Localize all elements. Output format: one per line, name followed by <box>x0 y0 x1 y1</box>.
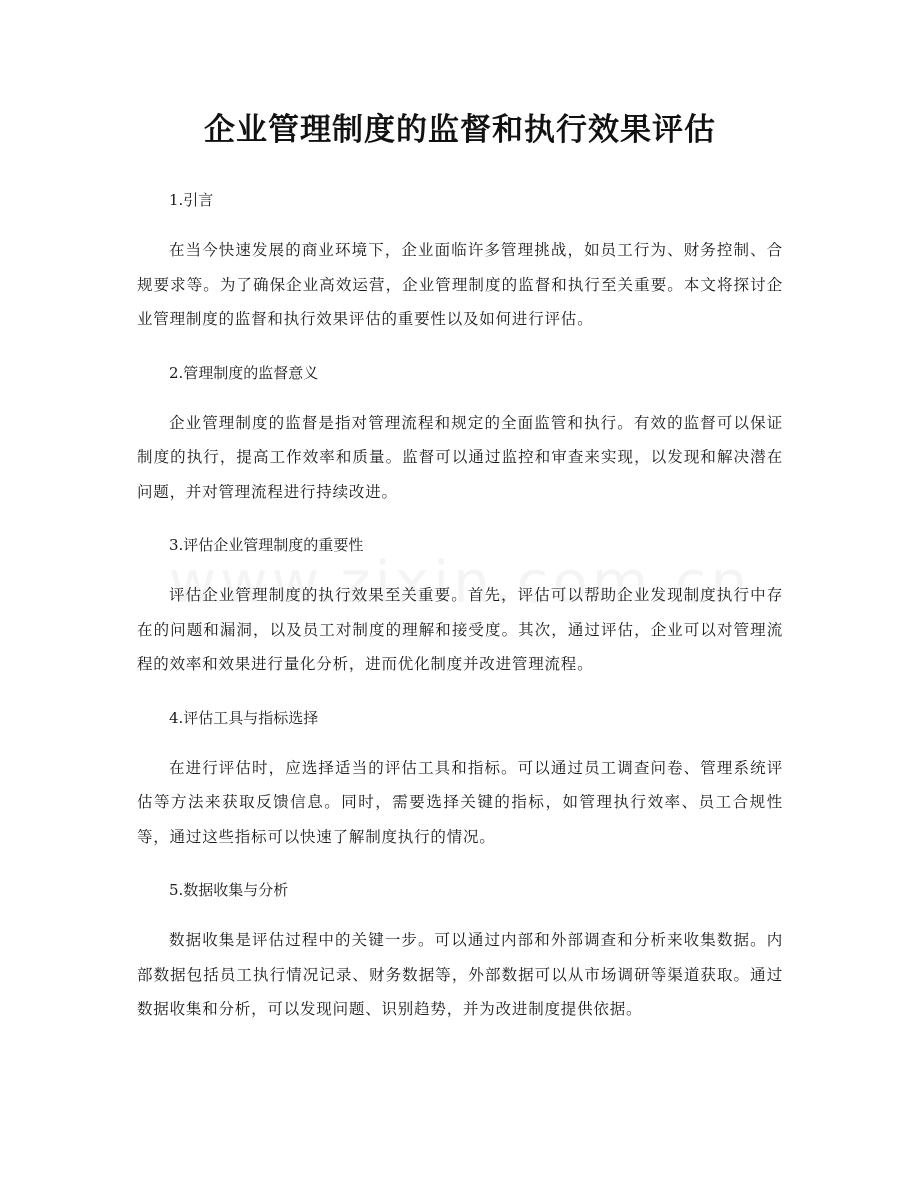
section-heading: 4.评估工具与指标选择 <box>169 708 319 727</box>
section-paragraph: 评估企业管理制度的执行效果至关重要。首先，评估可以帮助企业发现制度执行中存在的问题和漏洞，以及员工对制度的理解和接受度。其次，通过评估，企业可以对管理流程的效率和效果进行量化分析，进而优化制度并改进管理流程。 <box>137 586 783 673</box>
section-paragraph: 在进行评估时，应选择适当的评估工具和指标。可以通过员工调查问卷、管理系统评估等方法来获取反馈信息。同时，需要选择关键的指标，如管理执行效率、员工合规性等，通过这些指标可以快速了解制度执行的情况。 <box>137 758 783 846</box>
document-title: 企业管理制度的监督和执行效果评估 <box>204 112 716 148</box>
section-heading: 5.数据收集与分析 <box>169 881 289 899</box>
section-paragraph: 数据收集是评估过程中的关键一步。可以通过内部和外部调查和分析来收集数据。内部数据包括员工执行情况记录、财务数据等，外部数据可以从市场调研等渠道获取。通过数据收集和分析，可以发现问题、识别趋势，并为改进制度提供依据。 <box>137 931 783 1018</box>
section-data-collection <box>137 874 783 1027</box>
section-heading: 2.管理制度的监督意义 <box>169 363 319 382</box>
section-paragraph: 企业管理制度的监督是指对管理流程和规定的全面监管和执行。有效的监督可以保证制度的执行，提高工作效率和质量。监督可以通过监控和审查来实现，以发现和解决潜在问题，并对管理流程进行持续改进。 <box>137 413 783 501</box>
section-introduction <box>137 184 783 337</box>
section-heading: 3.评估企业管理制度的重要性 <box>169 536 364 554</box>
section-heading: 1.引言 <box>169 191 214 209</box>
section-supervision-significance <box>137 357 783 510</box>
section-paragraph: 在当今快速发展的商业环境下，企业面临许多管理挑战，如员工行为、财务控制、合规要求等。为了确保企业高效运营，企业管理制度的监督和执行至关重要。本文将探讨企业管理制度的监督和执行效果评估的重要性以及如何进行评估。 <box>137 241 783 328</box>
section-tools-and-metrics <box>137 702 783 855</box>
section-evaluation-importance <box>137 529 783 682</box>
document-body <box>137 184 783 1047</box>
